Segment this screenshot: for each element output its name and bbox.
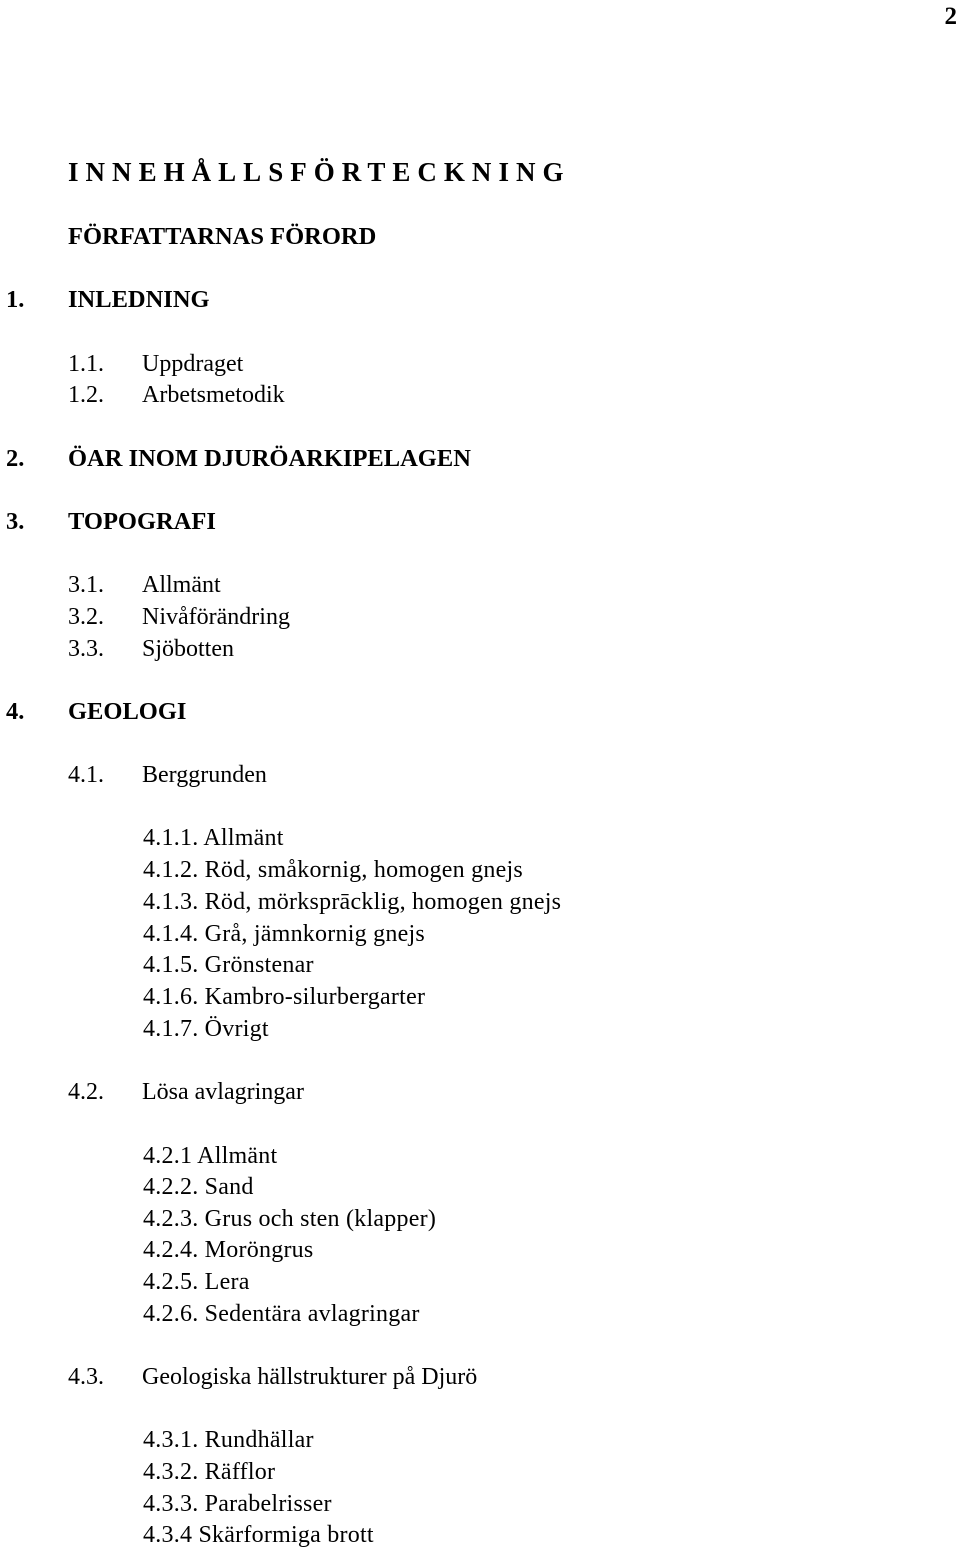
toc-entry — [143, 1013, 269, 1045]
toc-entry-title: INLEDNING — [68, 286, 210, 313]
toc-entry — [143, 1456, 275, 1488]
toc-entry-title: Geologiska hällstrukturer på Djurö — [142, 1364, 478, 1390]
toc-entry-title: Sjöbotten — [142, 636, 235, 662]
toc-entry-title: 4.3.2. Räfflor — [143, 1459, 276, 1485]
toc-entry-number: 1.1. — [68, 351, 104, 377]
toc-entry — [143, 1519, 374, 1551]
toc-entry-title: 4.2.4. Moröngrus — [143, 1237, 314, 1263]
toc-entry-title: 4.2.3. Grus och sten (klapper) — [143, 1206, 437, 1232]
toc-entry — [143, 981, 425, 1013]
toc-entry-number: 3.3. — [68, 636, 104, 662]
toc-entry-number: 1. — [6, 286, 25, 313]
toc-entry — [143, 854, 523, 886]
toc-entry-title: 4.2.6. Sedentära avlagringar — [143, 1301, 420, 1327]
toc-entry — [143, 1140, 277, 1172]
toc-entry-title: GEOLOGI — [68, 698, 187, 725]
toc-entry — [143, 1203, 436, 1235]
toc-entry-number: 3.2. — [68, 604, 104, 630]
toc-entry-title: TOPOGRAFI — [68, 508, 216, 535]
toc-entry — [143, 1171, 254, 1203]
page-number: 2 — [944, 3, 957, 30]
toc-entry — [143, 1266, 250, 1298]
toc-entry-number: 4.3. — [68, 1364, 104, 1390]
toc-entry — [143, 1298, 420, 1330]
toc-entry-number: 4. — [6, 698, 25, 725]
toc-entry-title: Berggrunden — [142, 762, 267, 788]
toc-entry-title: 4.3.3. Parabelrisser — [143, 1491, 332, 1517]
toc-entry-title: 4.1.4. Grå, jämnkornig gnejs — [143, 921, 426, 947]
toc-entry-title: 4.1.7. Övrigt — [143, 1016, 269, 1042]
toc-title: INNEHÅLLSFÖRTECKNING — [68, 157, 571, 187]
toc-entry-title: 4.1.6. Kambro-silurbergarter — [143, 984, 426, 1010]
toc-entry-title: Allmänt — [142, 572, 221, 598]
toc-entry-title: Nivåförändring — [142, 604, 290, 630]
toc-entry — [143, 949, 314, 981]
toc-entry-title: FÖRFATTARNAS FÖRORD — [68, 223, 377, 250]
toc-entry-title: ÖAR INOM DJURÖARKIPELAGEN — [68, 445, 471, 472]
toc-entry — [143, 1488, 332, 1520]
toc-entry-number: 4.1. — [68, 762, 104, 788]
toc-entry — [68, 221, 376, 253]
toc-entry-title: 4.1.1. Allmänt — [143, 825, 284, 851]
toc-entry-title: 4.2.1 Allmänt — [143, 1143, 278, 1169]
toc-entry — [143, 1424, 314, 1456]
toc-entry-title: 4.1.3. Röd, mörksprācklig, homogen gnejs — [143, 889, 562, 915]
toc-entry-title: 4.1.2. Röd, småkornig, homogen gnejs — [143, 857, 523, 883]
toc-entry — [143, 886, 561, 918]
toc-entry-title: 4.1.5. Grönstenar — [143, 952, 314, 978]
toc-entry-title: 4.3.1. Rundhällar — [143, 1427, 314, 1453]
toc-entry-title: Arbetsmetodik — [142, 382, 285, 408]
toc-entry-number: 3. — [6, 508, 25, 535]
toc-entry-number: 3.1. — [68, 572, 104, 598]
toc-entry-number: 2. — [6, 445, 25, 472]
toc-entry — [143, 822, 284, 854]
toc-entry-number: 1.2. — [68, 382, 104, 408]
toc-entry — [143, 918, 425, 950]
toc-entry-title: Lösa avlagringar — [142, 1079, 304, 1105]
toc-entry-number: 4.2. — [68, 1079, 104, 1105]
toc-entry-title: 4.3.4 Skärformiga brott — [143, 1522, 374, 1548]
toc-entry-title: 4.2.2. Sand — [143, 1174, 254, 1200]
toc-entry — [143, 1234, 314, 1266]
toc-entry-title: Uppdraget — [142, 351, 244, 377]
toc-entry-title: 4.2.5. Lera — [143, 1269, 250, 1295]
